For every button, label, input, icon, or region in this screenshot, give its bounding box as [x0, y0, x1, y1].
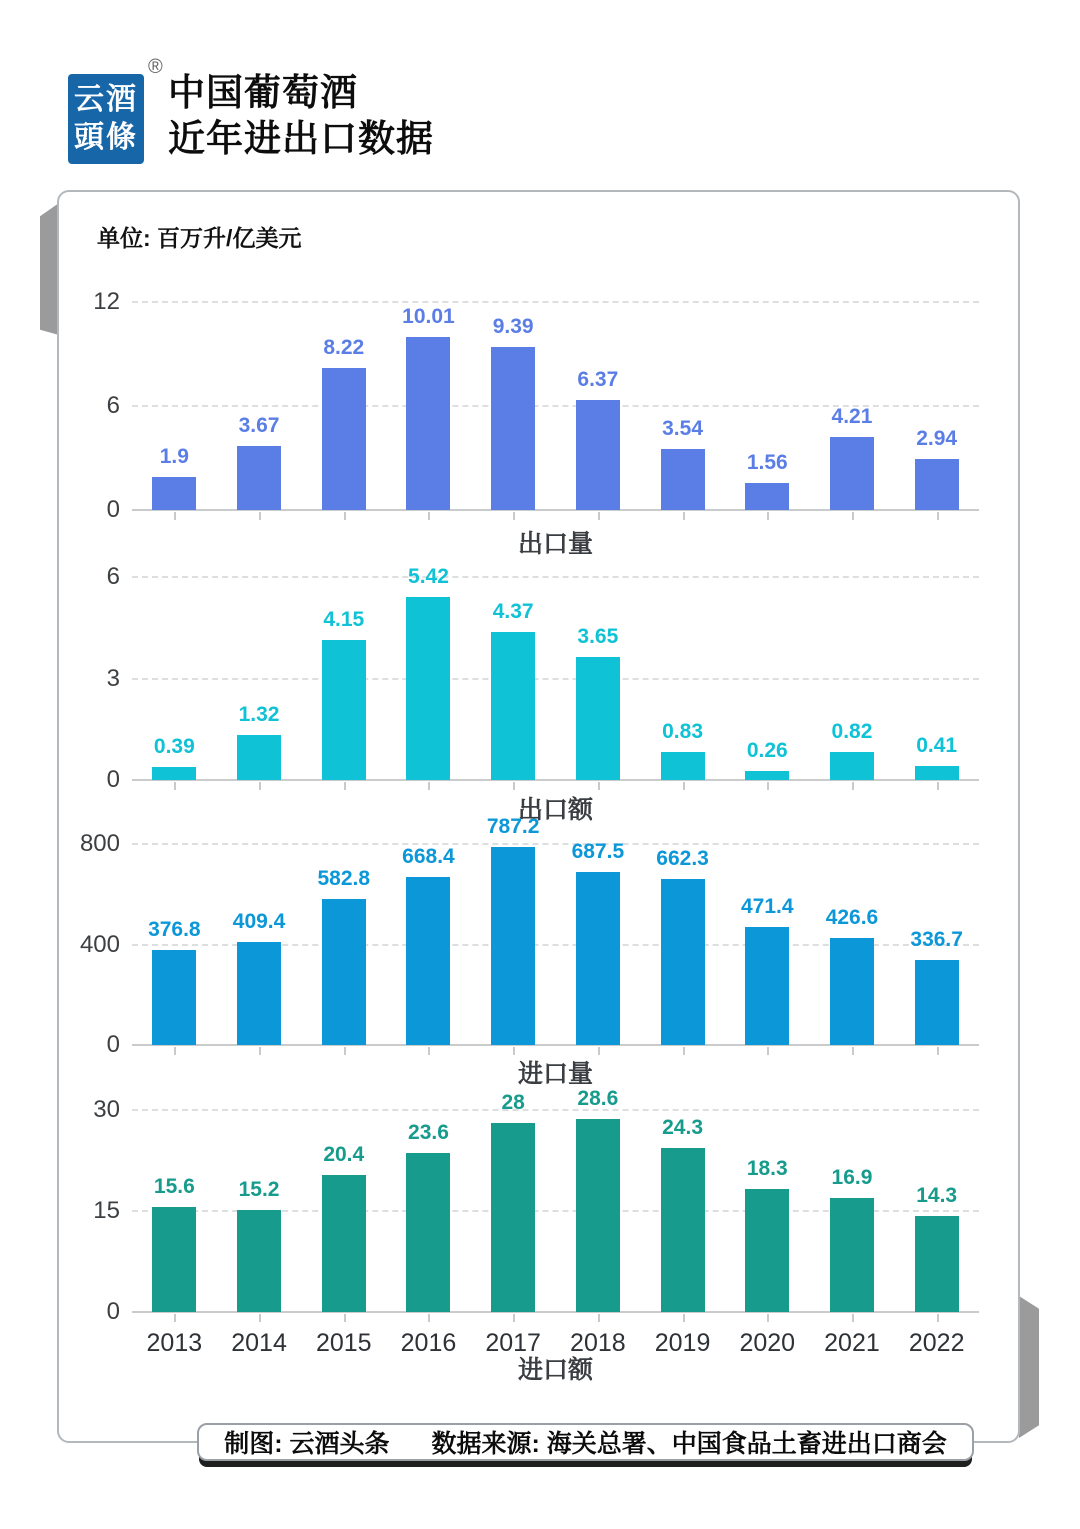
- bar-column: [556, 577, 641, 780]
- bar-value-label: 471.4: [740, 894, 794, 918]
- bar-column: [132, 1110, 217, 1357]
- logo-text-line1: 云酒: [74, 83, 138, 116]
- bar-value-label: 1.56: [746, 450, 788, 474]
- bar-value-label: 15.2: [238, 1177, 280, 1201]
- bar: [237, 735, 281, 780]
- x-tick-label: 2014: [231, 1329, 287, 1357]
- bar: [406, 597, 450, 780]
- x-tick-mark: [852, 1314, 854, 1322]
- x-tick-mark: [937, 1314, 939, 1322]
- bar-value-label: 24.3: [662, 1116, 703, 1140]
- x-tick-mark: [683, 782, 685, 790]
- logo-text-line2: 頭條: [74, 121, 138, 154]
- x-tick-mark: [344, 782, 346, 790]
- x-tick-mark: [852, 512, 854, 520]
- bar-column: [894, 302, 979, 510]
- x-tick-label: 2022: [908, 1329, 965, 1357]
- x-tick-label: 2015: [315, 1329, 372, 1357]
- bar-value-label: 18.3: [746, 1156, 788, 1180]
- x-tick-mark: [428, 782, 430, 790]
- x-tick-mark: [174, 512, 176, 520]
- x-tick-mark: [683, 1314, 685, 1322]
- bar-value-label: 10.01: [402, 304, 455, 328]
- x-tick-mark: [259, 1314, 261, 1322]
- bar-value-label: 3.67: [238, 414, 280, 438]
- x-tick-label: 2016: [400, 1329, 457, 1357]
- bar-column: [217, 302, 302, 510]
- bar-column: [471, 1091, 556, 1357]
- bar: [745, 483, 789, 510]
- bar-value-label: 0.26: [746, 739, 788, 763]
- bar: [830, 752, 874, 780]
- bar: [491, 847, 535, 1045]
- footer-credit-pill: [197, 1423, 974, 1461]
- bar-value-label: 23.6: [408, 1121, 449, 1145]
- bar-value-label: 0.83: [662, 719, 703, 743]
- bar: [830, 437, 874, 510]
- x-tick-mark: [598, 1314, 600, 1322]
- bar-column: [301, 577, 386, 780]
- bar-column: [132, 844, 217, 1045]
- bar: [322, 1175, 366, 1312]
- bar-value-label: 1.9: [159, 445, 189, 469]
- x-tick-mark: [937, 782, 939, 790]
- bar-value-label: 4.21: [831, 405, 873, 429]
- y-tick-label: 30: [93, 1096, 120, 1123]
- bar-value-label: 787.2: [486, 815, 540, 839]
- bar: [661, 879, 705, 1045]
- bar: [745, 771, 789, 780]
- bar-column: [301, 302, 386, 510]
- bar-value-label: 336.7: [910, 928, 963, 952]
- y-tick-label: 6: [106, 392, 120, 419]
- bar-value-label: 28: [501, 1091, 525, 1115]
- bar: [237, 942, 281, 1045]
- bar-column: [386, 1110, 471, 1357]
- bar: [406, 337, 450, 511]
- y-tick-label: 3: [106, 664, 120, 692]
- x-tick-mark: [852, 782, 854, 790]
- bar-value-label: 15.6: [153, 1174, 195, 1198]
- bar-chart-import-value: [93, 1087, 979, 1357]
- chart-title-export-value: 出口额: [517, 796, 593, 824]
- bar-chart-export-value: [106, 563, 979, 793]
- bars-row: [132, 1087, 979, 1357]
- bars-row: [132, 815, 979, 1045]
- bar: [152, 767, 196, 780]
- bar: [830, 938, 874, 1045]
- x-tick-mark: [598, 512, 600, 520]
- bar: [915, 1216, 959, 1312]
- bar-value-label: 14.3: [916, 1183, 958, 1207]
- footer-source: 数据来源: 海关总署、中国食品土畜进出口商会: [431, 1430, 947, 1458]
- bar: [322, 899, 366, 1045]
- y-tick-label: 12: [93, 288, 120, 315]
- footer-credit: 制图: 云酒头条: [224, 1430, 390, 1458]
- chart-title-import-value: 进口额: [517, 1356, 593, 1384]
- y-tick-label: 800: [79, 830, 120, 857]
- bar-column: [725, 844, 810, 1045]
- x-tick-mark: [344, 512, 346, 520]
- bar-column: [640, 577, 725, 780]
- bar: [661, 752, 705, 780]
- bar: [152, 477, 196, 510]
- bar-column: [301, 1110, 386, 1357]
- bar: [152, 950, 196, 1045]
- y-tick-label: 15: [93, 1197, 120, 1224]
- bar-value-label: 4.37: [492, 600, 534, 624]
- registered-trademark-icon: ®: [148, 56, 163, 78]
- bar-column: [725, 1110, 810, 1357]
- page-fold-right-decoration: [1019, 1296, 1039, 1438]
- bar: [661, 449, 705, 510]
- x-tick-label: 2020: [739, 1329, 796, 1357]
- bar-column: [217, 577, 302, 780]
- bar-value-label: 16.9: [831, 1166, 873, 1190]
- x-tick-mark: [513, 512, 515, 520]
- bar-column: [725, 577, 810, 780]
- bar: [915, 960, 959, 1045]
- bar-column: [894, 844, 979, 1045]
- x-tick-mark: [174, 1314, 176, 1322]
- bar: [745, 927, 789, 1045]
- bars-row: [132, 302, 979, 510]
- bar-column: [386, 844, 471, 1045]
- bar-column: [640, 1110, 725, 1357]
- bar: [237, 1210, 281, 1312]
- bar-value-label: 3.65: [577, 624, 619, 648]
- bar: [491, 632, 535, 780]
- bar-column: [132, 577, 217, 780]
- bar-column: [556, 302, 641, 510]
- bar-column: [810, 1110, 895, 1357]
- x-tick-mark: [513, 1314, 515, 1322]
- bar-value-label: 668.4: [402, 845, 455, 869]
- x-tick-mark: [428, 512, 430, 520]
- bar: [322, 368, 366, 510]
- bar-chart-import-volume: [79, 815, 979, 1058]
- bar-column: [556, 840, 641, 1045]
- bar: [406, 877, 450, 1045]
- bar-column: [471, 815, 556, 1045]
- x-tick-mark: [344, 1314, 346, 1322]
- bar: [491, 1123, 535, 1312]
- x-tick-label: 2021: [824, 1329, 880, 1357]
- bar: [406, 1153, 450, 1312]
- y-tick-label: 0: [106, 496, 120, 523]
- y-tick-label: 400: [79, 930, 120, 958]
- x-tick-mark: [767, 512, 769, 520]
- x-tick-label: 2017: [485, 1329, 541, 1357]
- bar-value-label: 2.94: [916, 427, 958, 451]
- bar: [576, 1119, 620, 1312]
- bar: [491, 347, 535, 510]
- bar-column: [894, 1110, 979, 1357]
- bar-column: [556, 1087, 641, 1357]
- bar-column: [640, 844, 725, 1045]
- bar: [661, 1148, 705, 1312]
- chart-title-export-volume: 出口量: [517, 530, 593, 558]
- page-title: [168, 70, 434, 162]
- bar-value-label: 687.5: [571, 840, 625, 864]
- bar-column: [217, 1110, 302, 1357]
- bar-value-label: 426.6: [825, 905, 879, 929]
- bar-value-label: 3.54: [662, 416, 703, 440]
- bar-chart-export-volume: [93, 288, 979, 523]
- bar-value-label: 376.8: [148, 918, 201, 942]
- x-tick-mark: [259, 512, 261, 520]
- x-tick-mark: [767, 1314, 769, 1322]
- x-tick-mark: [767, 782, 769, 790]
- x-tick-mark: [259, 782, 261, 790]
- unit-label: 单位: 百万升/亿美元: [97, 225, 302, 251]
- bar-value-label: 0.39: [153, 734, 195, 758]
- bar-value-label: 0.82: [831, 720, 873, 744]
- bars-row: [132, 564, 979, 780]
- bar-value-label: 8.22: [323, 335, 365, 359]
- x-tick-mark: [513, 782, 515, 790]
- y-tick-label: 0: [106, 766, 120, 793]
- x-tick-mark: [598, 782, 600, 790]
- chart-title-import-volume: 进口量: [517, 1060, 593, 1088]
- bar-column: [386, 302, 471, 510]
- x-tick-mark: [428, 1314, 430, 1322]
- bar: [152, 1207, 196, 1312]
- bar: [576, 657, 620, 780]
- bar-column: [132, 302, 217, 510]
- x-tick-label: 2019: [654, 1329, 711, 1357]
- bar-value-label: 409.4: [232, 910, 286, 934]
- bar: [745, 1189, 789, 1312]
- page-title-line1: 中国葡萄酒: [168, 72, 358, 113]
- bar-value-label: 9.39: [492, 315, 534, 339]
- bar: [830, 1198, 874, 1312]
- bar-value-label: 0.41: [916, 734, 958, 758]
- x-tick-label: 2018: [570, 1329, 626, 1357]
- bar-column: [810, 844, 895, 1045]
- y-tick-label: 0: [106, 1031, 120, 1058]
- bar-value-label: 5.42: [408, 564, 449, 588]
- bar: [576, 400, 620, 510]
- bar: [915, 459, 959, 510]
- bar-value-label: 28.6: [577, 1087, 619, 1111]
- y-tick-label: 0: [106, 1298, 120, 1325]
- x-tick-mark: [937, 512, 939, 520]
- bar: [322, 640, 366, 780]
- bar-column: [894, 577, 979, 780]
- bar-value-label: 4.15: [323, 607, 365, 631]
- bar: [237, 446, 281, 510]
- bar-column: [471, 302, 556, 510]
- bar-column: [217, 844, 302, 1045]
- x-tick-label: 2013: [146, 1329, 203, 1357]
- bar-value-label: 6.37: [577, 367, 619, 391]
- bar-column: [301, 844, 386, 1045]
- bar-column: [810, 302, 895, 510]
- bar-column: [725, 302, 810, 510]
- bar-value-label: 662.3: [656, 846, 709, 870]
- brand-logo: [68, 74, 144, 164]
- x-tick-mark: [683, 512, 685, 520]
- bar-column: [640, 302, 725, 510]
- bar-value-label: 20.4: [323, 1142, 365, 1166]
- bar: [576, 872, 620, 1045]
- bar-column: [471, 577, 556, 780]
- page-title-line2: 近年进出口数据: [168, 118, 434, 159]
- y-tick-label: 6: [106, 563, 120, 590]
- x-tick-mark: [174, 782, 176, 790]
- bar-value-label: 1.32: [238, 703, 280, 727]
- bar-column: [810, 577, 895, 780]
- bar: [915, 766, 959, 780]
- bar-column: [386, 564, 471, 780]
- bar-value-label: 582.8: [317, 866, 371, 890]
- chart-card: [57, 190, 1020, 1443]
